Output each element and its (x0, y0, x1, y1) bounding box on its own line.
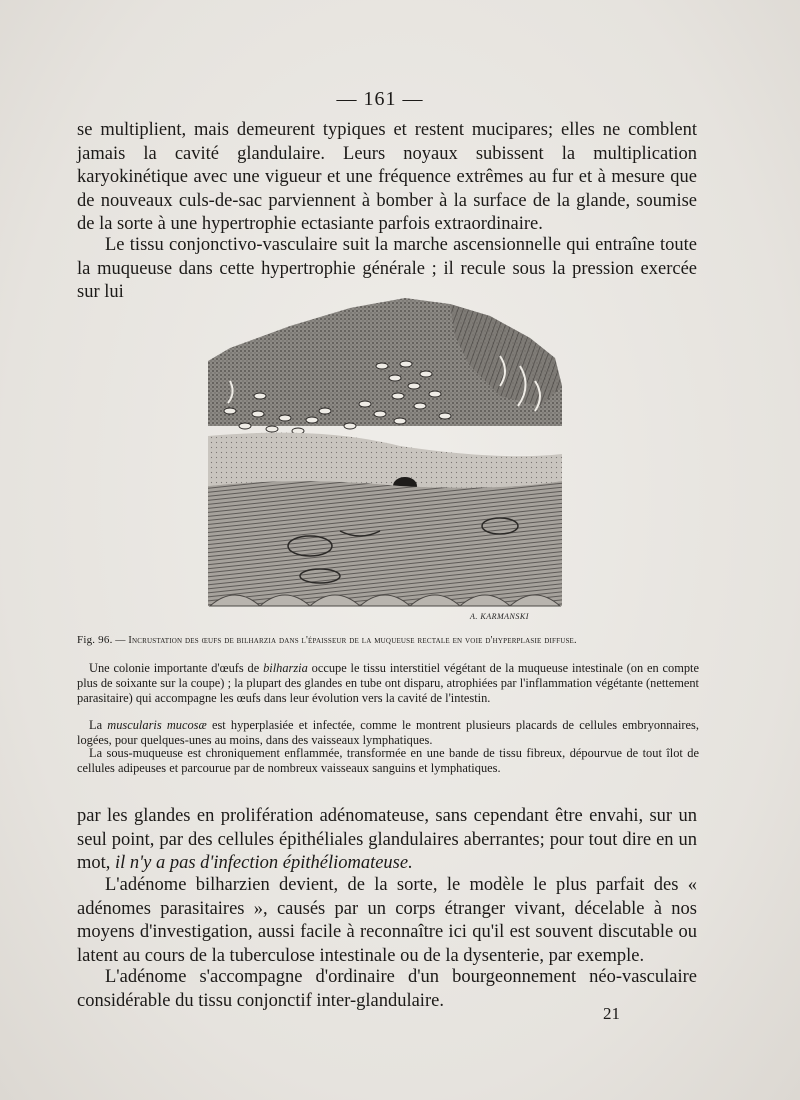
histology-figure (200, 286, 570, 626)
histology-illustration (200, 286, 570, 626)
paragraph-bottom-2: L'adénome bilharzien devient, de la sorte, le modèle le plus parfait des « adénomes parasitaires », causés par un corps étranger vivant, décelable à nos moyens d'investigation, aussi facile à reconnaître ici qu'il est souvent discutable ou latent au cours de la tuberculose intestinale ou de la dysenterie, par exemple. (77, 875, 697, 966)
caption-paragraph-2: La muscularis mucosæ est hyperplasiée et infectée, comme le montrent plusieurs placards de cellules embryonnaires, logées, pour quelques-unes au moins, dans des vaisseaux lymphatiques. (77, 718, 699, 747)
figure-title: Incrustation des œufs de bilharzia dans l'épaisseur de la muqueuse rectale en voie d'hyperplasie diffuse. (128, 635, 577, 646)
caption-paragraph-1: Une colonie importante d'œufs de bilharzia occupe le tissu interstitiel végétant de la muqueuse intestinale (on en compte plus de soixante sur la coupe) ; la plupart des glandes en tube ont disparu, atrophiées par l'inflammation végétante (nettement parasitaire) qui accompagne les œufs dans leur évolution vers la cavité de l'intestin. (77, 661, 699, 705)
figure-caption-title: Fig. 96. — Incrustation des œufs de bilharzia dans l'épaisseur de la muqueuse rectale en voie d'hyperplasie diffuse. (77, 634, 577, 646)
figure-label: Fig. 96. (77, 634, 113, 646)
figure-signature: A. KARMANSKI (470, 612, 529, 621)
signature-mark: 21 (603, 1004, 620, 1023)
paragraph-top-1: se multiplient, mais demeurent typiques et restent mucipares; elles ne comblent jamais la cavité glandulaire. Leurs noyaux subissent la multiplication karyokinétique avec une vigueur et une fréquence extrêmes au fur et à mesure que de nouveaux culs-de-sac parviennent à bomber à la surface de la glande, soumise de la sorte à une hypertrophie ectasiante parfois extraordinaire. (77, 120, 697, 235)
page-number: — 161 — (336, 88, 424, 110)
paragraph-top-2: Le tissu conjonctivo-vasculaire suit la marche ascensionnelle qui entraîne toute la muqueuse dans cette hypertrophie générale ; il recule sous la pression exercée sur lui (77, 235, 697, 303)
paragraph-bottom-1: par les glandes en prolifération adénomateuse, sans cependant être envahi, sur un seul point, par des cellules épithéliales glandulaires aberrantes; pour tout dire en un mot, il n'y a pas d'infection épithéliomateuse. (77, 806, 697, 874)
paragraph-bottom-3: L'adénome s'accompagne d'ordinaire d'un bourgeonnement néo-vasculaire considérable du tissu conjonctif inter-glandulaire. (77, 967, 697, 1011)
caption-paragraph-3: La sous-muqueuse est chroniquement enflammée, transformée en une bande de tissu fibreux, dépourvue de tout îlot de cellules adipeuses et parcourue par de nombreux vaisseaux sanguins et lymphatiques. (77, 746, 699, 775)
